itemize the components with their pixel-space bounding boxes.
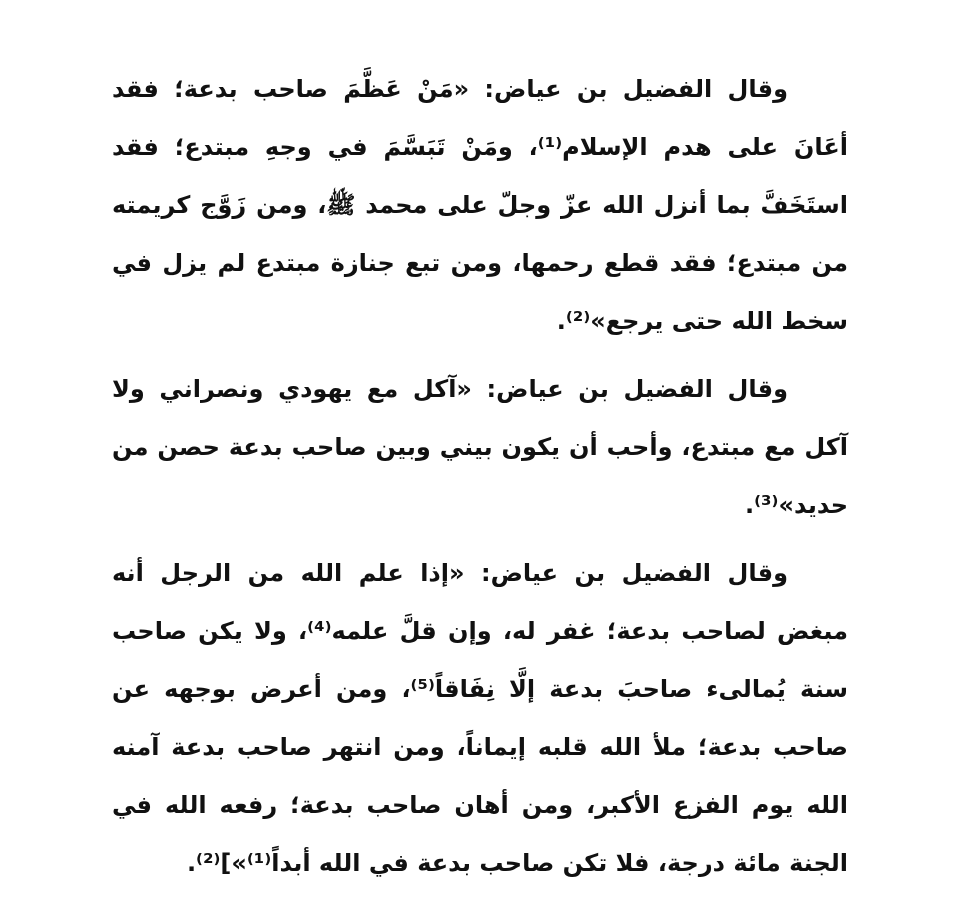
- paragraph-1: وقال الفضيل بن عياض: «مَنْ عَظَّمَ صاحب بدعة؛ فقد أعَانَ على هدم الإسلام⁽¹⁾، ومَنْ تَبَسَّمَ في وجهِ مبتدع؛ فقد استَخَفَّ بما أنزل الله عزّ وجلّ على محمد ﷺ، ومن زَوَّج كريمته من مبتدع؛ فقد قطع رحمها، ومن تبع جنازة مبتدع لم يزل في سخط الله حتى يرجع»⁽²⁾.: [112, 75, 848, 335]
- paragraph-3: وقال الفضيل بن عياض: «إذا علم الله من الرجل أنه مبغض لصاحب بدعة؛ غفر له، وإن قلَّ علمه⁽⁴⁾، ولا يكن صاحب سنة يُمالىء صاحبَ بدعة إلَّا نِفَاقاً⁽⁵⁾، ومن أعرض بوجهه عن صاحب بدعة؛ ملأ الله قلبه إيماناً، ومن انتهر صاحب بدعة آمنه الله يوم الفزع الأكبر، ومن أهان صاحب بدعة؛ رفعه الله في الجنة مائة درجة، فلا تكن صاحب بدعة في الله أبداً⁽¹⁾»]⁽²⁾.: [112, 559, 849, 877]
- document-page: [112, 60, 848, 902]
- paragraph-2: وقال الفضيل بن عياض: «آكل مع يهودي ونصراني ولا آكل مع مبتدع، وأحب أن يكون بيني وبين صاحب بدعة حصن من حديد»⁽³⁾.: [112, 375, 848, 519]
